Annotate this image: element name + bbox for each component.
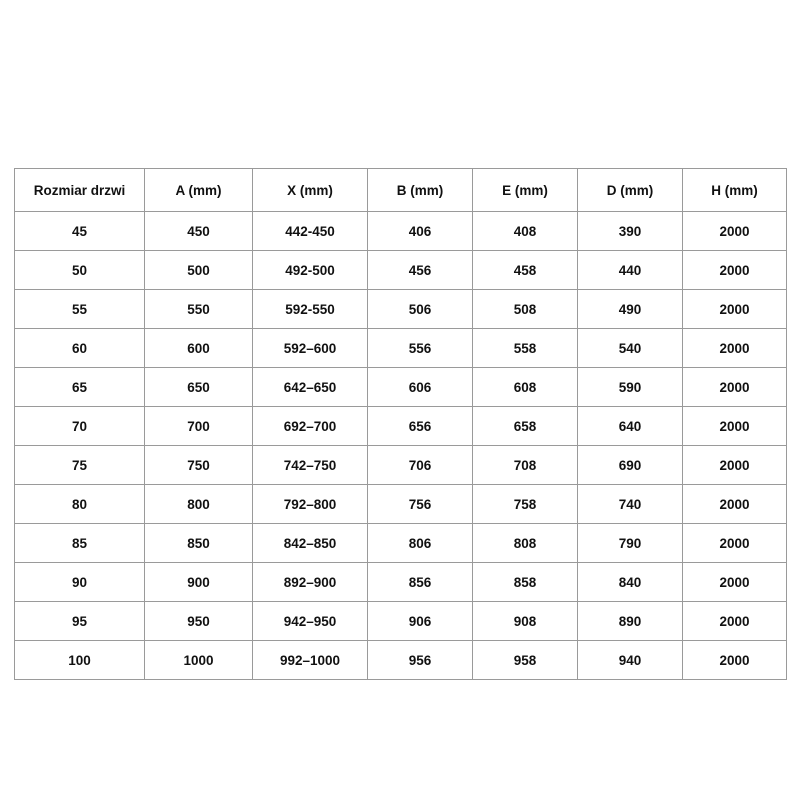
cell-h: 2000 [683,407,787,446]
cell-d: 840 [578,563,683,602]
cell-b: 856 [368,563,473,602]
cell-a: 750 [145,446,253,485]
cell-d: 540 [578,329,683,368]
cell-a: 650 [145,368,253,407]
cell-h: 2000 [683,641,787,680]
cell-d: 640 [578,407,683,446]
cell-b: 656 [368,407,473,446]
cell-e: 658 [473,407,578,446]
cell-h: 2000 [683,524,787,563]
cell-h: 2000 [683,329,787,368]
cell-x: 592-550 [253,290,368,329]
cell-x: 792–800 [253,485,368,524]
cell-x: 442-450 [253,212,368,251]
table-row [15,446,787,485]
table-header-row [15,169,787,212]
cell-x: 842–850 [253,524,368,563]
column-header-x: X (mm) [253,169,368,212]
cell-a: 550 [145,290,253,329]
table-body [15,212,787,680]
cell-d: 390 [578,212,683,251]
cell-size: 55 [15,290,145,329]
cell-x: 692–700 [253,407,368,446]
cell-a: 700 [145,407,253,446]
cell-b: 506 [368,290,473,329]
cell-e: 958 [473,641,578,680]
table-row [15,602,787,641]
cell-d: 940 [578,641,683,680]
table-row [15,524,787,563]
cell-b: 806 [368,524,473,563]
cell-x: 892–900 [253,563,368,602]
cell-size: 65 [15,368,145,407]
table-row [15,407,787,446]
table-row [15,290,787,329]
cell-d: 440 [578,251,683,290]
cell-a: 950 [145,602,253,641]
cell-size: 60 [15,329,145,368]
cell-b: 456 [368,251,473,290]
cell-h: 2000 [683,446,787,485]
cell-b: 706 [368,446,473,485]
cell-e: 708 [473,446,578,485]
table-row [15,212,787,251]
cell-x: 742–750 [253,446,368,485]
cell-x: 992–1000 [253,641,368,680]
table-row [15,368,787,407]
cell-b: 956 [368,641,473,680]
cell-b: 406 [368,212,473,251]
table-row [15,329,787,368]
cell-h: 2000 [683,602,787,641]
column-header-size: Rozmiar drzwi [15,169,145,212]
cell-size: 80 [15,485,145,524]
cell-size: 90 [15,563,145,602]
cell-b: 906 [368,602,473,641]
cell-x: 492-500 [253,251,368,290]
cell-a: 900 [145,563,253,602]
table-row [15,251,787,290]
column-header-b: B (mm) [368,169,473,212]
cell-a: 1000 [145,641,253,680]
cell-e: 408 [473,212,578,251]
cell-e: 758 [473,485,578,524]
cell-a: 500 [145,251,253,290]
cell-size: 75 [15,446,145,485]
cell-d: 790 [578,524,683,563]
cell-a: 850 [145,524,253,563]
table-row [15,563,787,602]
cell-e: 908 [473,602,578,641]
cell-d: 890 [578,602,683,641]
column-header-d: D (mm) [578,169,683,212]
cell-a: 450 [145,212,253,251]
cell-b: 556 [368,329,473,368]
cell-b: 756 [368,485,473,524]
cell-size: 50 [15,251,145,290]
cell-size: 45 [15,212,145,251]
cell-e: 608 [473,368,578,407]
column-header-a: A (mm) [145,169,253,212]
table-row [15,485,787,524]
cell-size: 100 [15,641,145,680]
cell-size: 95 [15,602,145,641]
cell-size: 85 [15,524,145,563]
cell-e: 808 [473,524,578,563]
cell-x: 642–650 [253,368,368,407]
cell-e: 558 [473,329,578,368]
cell-a: 600 [145,329,253,368]
cell-h: 2000 [683,212,787,251]
column-header-h: H (mm) [683,169,787,212]
table-row [15,641,787,680]
cell-d: 590 [578,368,683,407]
cell-h: 2000 [683,563,787,602]
cell-e: 458 [473,251,578,290]
cell-a: 800 [145,485,253,524]
cell-e: 858 [473,563,578,602]
cell-d: 690 [578,446,683,485]
cell-x: 592–600 [253,329,368,368]
cell-d: 490 [578,290,683,329]
cell-e: 508 [473,290,578,329]
spec-table-container [14,168,786,680]
cell-d: 740 [578,485,683,524]
cell-size: 70 [15,407,145,446]
column-header-e: E (mm) [473,169,578,212]
cell-h: 2000 [683,485,787,524]
cell-h: 2000 [683,290,787,329]
cell-b: 606 [368,368,473,407]
door-size-spec-table [14,168,787,680]
cell-h: 2000 [683,251,787,290]
cell-x: 942–950 [253,602,368,641]
table-head [15,169,787,212]
cell-h: 2000 [683,368,787,407]
